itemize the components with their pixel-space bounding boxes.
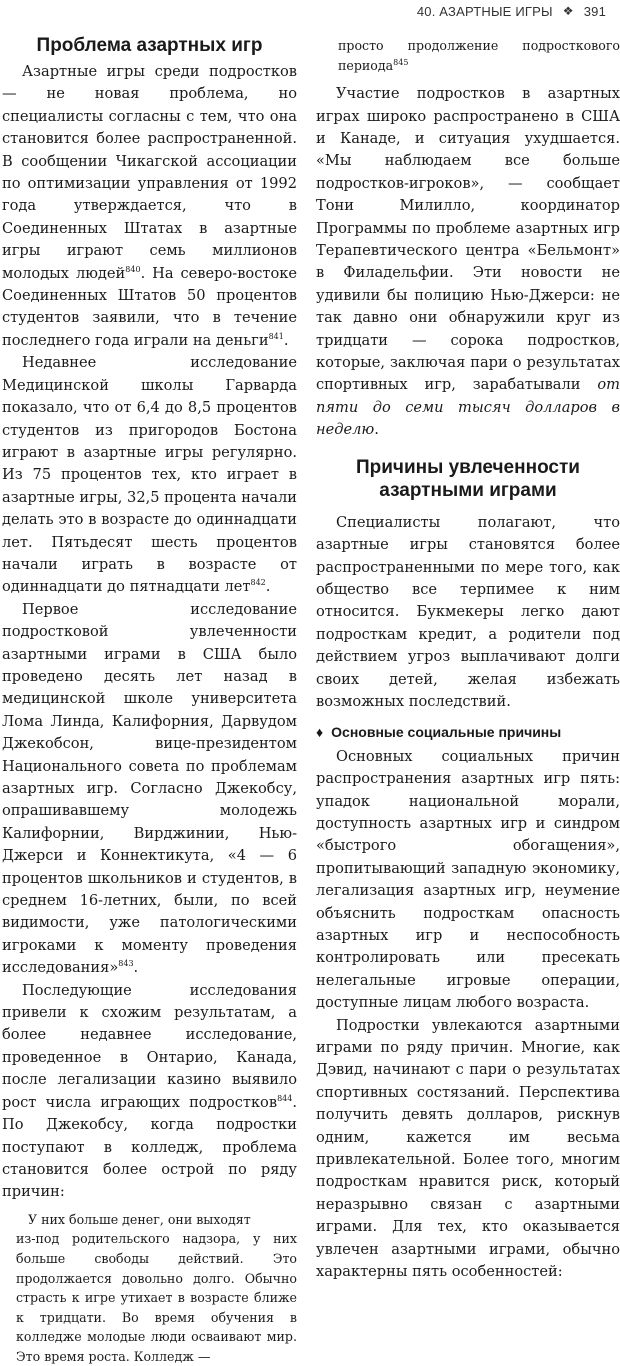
footnote-ref[interactable]: 843 — [118, 959, 134, 969]
footnote-ref[interactable]: 845 — [393, 57, 409, 67]
right-column — [316, 36, 620, 1284]
paragraph: Участие подростков в азартных играх широко распространено в США и Канаде, и ситуация ухудшается. «Мы наблюдаем все больше подростков-игроков», — сообщает Тони Милилло, координатор Программы по проблеме азартных игр Терапевтического центра «Бельмонт» в Филадельфии. Эти новости не удивили бы полицию Нью-Джерси: не так давно они обнаружили круг из тридцати — сорока подростков, которые, заключая пари о результатах спортивных игр, зарабатывали от пяти до семи тысяч долларов в неделю. — [316, 85, 620, 439]
footnote-ref[interactable]: 841 — [268, 332, 284, 342]
paragraph: Специалисты полагают, что азартные игры становятся более распространенными по мере того, как общество все терпимее к ним относится. Букмекеры легко дают подросткам кредит, а родители под действием угроз выплачивают долги своих детей, желая избежать возможных последствий. — [316, 513, 620, 710]
paragraph: Подростки увлекаются азартными играми по ряду причин. Многие, как Дэвид, начинают с пари о результатах спортивных состязаний. Перспектива получить девять долларов, рискнув одним, кажется им весьма привлекательной. Более того, многим подросткам нравится риск, который неразрывно связан с азартными играми. Для тех, кто оказывается увлечен азартными играми, обычно характерны пять особенностей: — [316, 1016, 620, 1281]
diamond-bullet-icon: ♦ — [316, 724, 324, 741]
paragraph: Недавнее исследование Медицинской школы Гарварда показало, что от 6,4 до 8,5 процентов студентов из пригородов Бостона играют в азартные игры регулярно. Из 75 процентов тех, кто играет в азартные игры, 32,5 процента начали делать это в возрасте до одиннадцати лет. Пятьдесят шесть процентов начали играть в возрасте от одиннадцати до пятнадцати лет$^{842}$. — [2, 354, 297, 596]
block-quote: У них больше денег, они выходят из-под родительского надзора, у них больше свободы действий. Это продолжается довольно долго. Обычно страсть к игре утихает в возрасте ближе к тридцати. Во время обучения в колледже молодые люди осваивают мир. Это время роста. Колледж — — [16, 1211, 297, 1364]
footnote-ref[interactable]: 842 — [250, 578, 266, 588]
emphasis: от пяти до семи тысяч долларов в неделю — [316, 376, 620, 439]
section-heading-causes: Причины увлеченности азартными играми — [355, 456, 580, 501]
paragraph: Последующие исследования привели к схожим результатам, а более недавнее исследование, проведенное в Онтарио, Канада, после легализации казино выявило рост числа играющих подростков$^{844}$. По Джекобсу, когда подростки поступают в колледж, проблема становится более острой по ряду причин: — [2, 981, 297, 1201]
left-column — [2, 34, 297, 1366]
paragraph: Азартные игры среди подростков — не новая проблема, но специалисты согласны с тем, что она становится более распространенной. В сообщении Чикагской ассоциации по оптимизации управления от 1992 года утверждается, что в Соединенных Штатах в азартные игры играют семь миллионов молодых людей$^{840}$. На северо-востоке Соединенных Штатов 50 процентов студентов заявили, что в течение последнего года играли на деньги$^{841}$. — [2, 63, 297, 349]
footnote-ref[interactable]: 844 — [277, 1093, 293, 1103]
subheading-social-causes: ♦ Основные социальные причины — [316, 721, 620, 743]
diamond-icon: ❖ — [562, 4, 574, 18]
page-number: 391 — [583, 3, 606, 19]
block-quote-continued: просто продолжение подросткового периода$^{845}$ — [338, 38, 620, 73]
chapter-title: 40. АЗАРТНЫЕ ИГРЫ — [416, 3, 553, 19]
section-heading-problem: Проблема азартных игр — [36, 35, 263, 56]
running-header — [417, 0, 606, 22]
paragraph: Основных социальных причин распространения азартных игр пять: упадок национальной морали, доступность азартных игр и синдром «быстрого обогащения», пропитывающий западную экономику, легализация азартных игр, неумение объяснить подросткам опасность азартных игр и неспособность контролировать или пресекать нелегальные игровые операции, доступные лицам любого возраста. — [316, 747, 620, 1012]
footnote-ref[interactable]: 840 — [125, 264, 141, 274]
paragraph: Первое исследование подростковой увлеченности азартными играми в США было проведено десять лет назад в медицинской школе университета Лома Линда, Калифорния, Дарвудом Джекобсон, вице-президентом Национального совета по проблемам азартных игр. Согласно Джекобсу, опрашивавшему молодежь Калифорнии, Вирджинии, Нью-Джерси и Коннектикута, «4 — 6 процентов школьников и студентов, в среднем 16-летних, были, по всей видимости, уже патологическими игроками к моменту проведения исследования»$^{843}$. — [2, 600, 297, 977]
